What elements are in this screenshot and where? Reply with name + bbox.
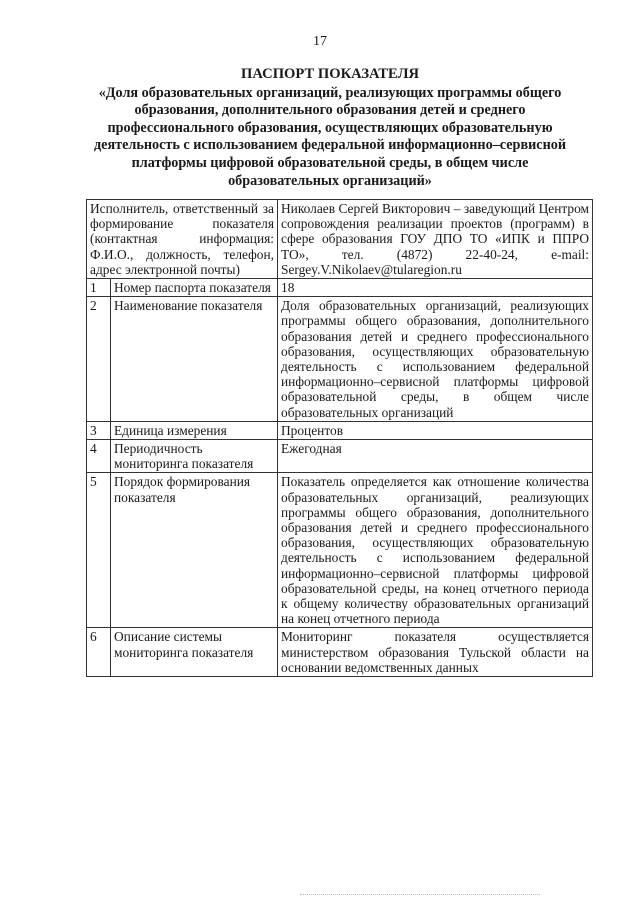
row-value: Ежегодная [278, 440, 593, 473]
row-number: 3 [87, 421, 111, 439]
passport-table [86, 199, 593, 677]
row-number: 2 [87, 297, 111, 422]
executor-label: Исполнитель, ответственный за формирование показателя (контактная информация: Ф.И.О., должность, телефон, адрес электронной почты) [87, 200, 278, 279]
row-number: 6 [87, 628, 111, 677]
executor-value: Николаев Сергей Викторович – заведующий Центром сопровождения реализации проектов (программ) в сфере образования ГОУ ДПО ТО «ИПК и ППРО ТО», тел. (4872) 22-40-24, e-mail: Sergey.V.Nikolaev@tularegion.ru [278, 200, 593, 279]
row-value: Процентов [278, 421, 593, 439]
table-row-executor [87, 200, 593, 279]
row-name: Единица измерения [111, 421, 278, 439]
document-title [86, 66, 574, 190]
row-number: 4 [87, 440, 111, 473]
row-name: Наименование показателя [111, 297, 278, 422]
scan-artifact [300, 892, 540, 895]
table-row [87, 440, 593, 473]
indicator-title: «Доля образовательных организаций, реализующих программы общего образования, дополнительного образования детей и среднего профессионального образования, осуществляющих образовательную деятельность с использованием федеральной информационно–сервисной платформы цифровой образовательной среды, в общем числе образовательных организаций» [93, 84, 567, 189]
row-number: 1 [87, 279, 111, 297]
table-row [87, 628, 593, 677]
page-number: 17 [313, 34, 327, 49]
row-name: Периодичность мониторинга показателя [111, 440, 278, 473]
row-value: Доля образовательных организаций, реализующих программы общего образования, дополнительного образования детей и среднего профессионального образования, осуществляющих образовательную деятельность с использованием федеральной информационно–сервисной платформы цифровой образовательной среды, в общем числе образовательных организаций [278, 297, 593, 422]
row-number: 5 [87, 473, 111, 628]
row-name: Порядок формирования показателя [111, 473, 278, 628]
table-row [87, 297, 593, 422]
table-row [87, 421, 593, 439]
row-value: Мониторинг показателя осуществляется министерством образования Тульской области на основании ведомственных данных [278, 628, 593, 677]
table-row [87, 279, 593, 297]
row-name: Номер паспорта показателя [111, 279, 278, 297]
row-name: Описание системы мониторинга показателя [111, 628, 278, 677]
row-value: Показатель определяется как отношение количества образовательных организаций, реализующих программы общего образования, дополнительного образования детей и среднего профессионального образования, осуществляющих образовательную деятельность с использованием федеральной информационно–сервисной платформы цифровой образовательной среды, на конец отчетного периода к общему количеству образовательных организаций на конец отчетного периода [278, 473, 593, 628]
table-row [87, 473, 593, 628]
passport-heading: ПАСПОРТ ПОКАЗАТЕЛЯ [241, 66, 419, 82]
row-value: 18 [278, 279, 593, 297]
